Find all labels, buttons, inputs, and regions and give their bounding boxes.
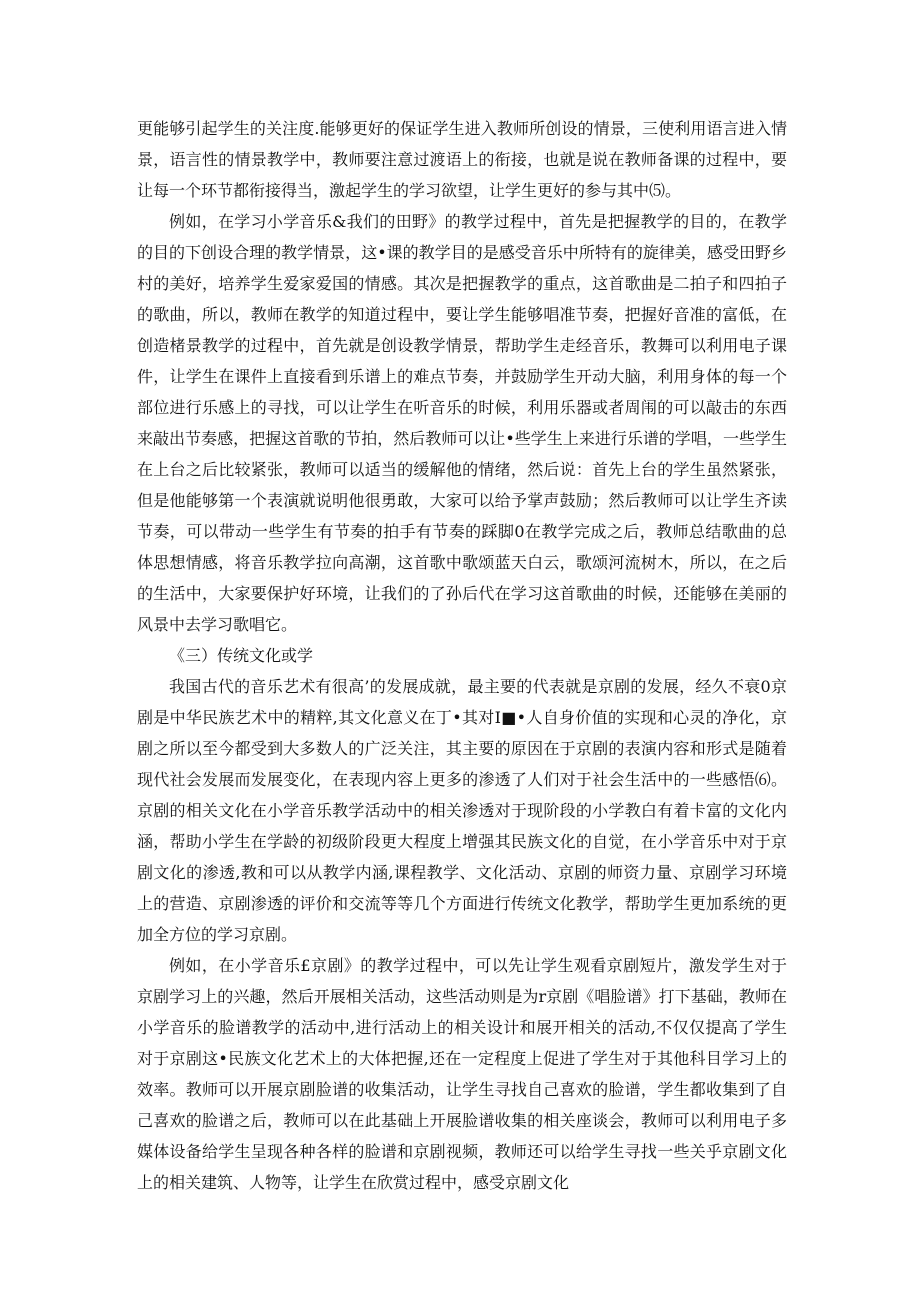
paragraph-continuation: 更能够引起学生的关注度.能够更好的保证学生进入教师所创设的情景，三使利用语言进入情景，语言性的情景教学中，教师要注意过渡语上的衔接，也就是说在教师备课的过程中，要让每一个环节都衔接得当，激起学生的学习欲望，让学生更好的参与其中⑸。	[137, 119, 787, 200]
paragraph-peking-opera-example: 例如，在小学音乐£京剧》的教学过程中，可以先让学生观看京剧短片，激发学生对于京剧学习上的兴趣，然后开展相关活动，这些活动则是为r京剧《唱脸谱》打下基础，教师在小学音乐的脸谱教学的活动中,进行活动上的相关设计和展开相关的活动,不仅仅提高了学生对于京剧这•民族文化艺术上的大体把握,还在一定程度上促进了学生对于其他科目学习上的效率。教师可以开展京剧脸谱的收集活动，让学生寻找自己喜欢的脸谱，学生都收集到了自己喜欢的脸谱之后，教师可以在此基础上开展脸谱收集的相关座谈会，教师可以利用电子多媒体设备给学生呈现各种各样的脸谱和京剧视频，教师还可以给学生寻找一些关乎京剧文化上的相关建筑、人物等，让学生在欣赏过程中，感受京剧文化	[137, 956, 787, 1192]
document-body	[137, 113, 787, 1198]
paragraph-peking-opera-culture: 我国古代的音乐艺术有很高’的发展成就，最主要的代表就是京剧的发展，经久不衰0京剧是中华民族艺术中的精粹,其文化意义在丁•其对I■•人自身价值的实现和心灵的净化，京剧之所以至今都受到大多数人的广泛关注，其主要的原因在于京剧的表演内容和形式是随着现代社会发展而发展变化，在表现内容上更多的渗透了人们对于社会生活中的一些感悟⑹。京剧的相关文化在小学音乐教学活动中的相关渗透对于现阶段的小学教白有着卡富的文化内涵，帮助小学生在学龄的初级阶段更大程度上增强其民族文化的自觉，在小学音乐中对于京剧文化的渗透,教和可以从教学内涵,课程教学、文化活动、京剧的师资力量、京剧学习环境上的营造、京剧渗透的评价和交流等等几个方面进行传统文化教学，帮助学生更加系统的更加全方位的学习京剧。	[137, 677, 787, 944]
section-heading-traditional-culture: 《三）传统文化或学	[169, 646, 314, 665]
paragraph-field-song-example: 例如，在学习小学音乐&我们的田野》的教学过程中，首先是把握教学的目的，在教学的目的下创设合理的教学情景，这•课的教学目的是感受音乐中所特有的旋律美，感受田野乡村的美好，培养学生爱家爱国的情感。其次是把握教学的重点，这首歌曲是二拍子和四拍子的歌曲，所以，教师在教学的知道过程中，要让学生能够唱准节奏，把握好音准的富低，在创造楮景教学的过程中，首先就是创设教学情景，帮助学生走经音乐，教舞可以利用电子课件，让学生在课件上直接看到乐谱上的难点节奏，并鼓励学生开动大脑，利用身体的每一个部位进行乐感上的寻找，可以让学生在听音乐的时候，利用乐器或者周闱的可以敲击的东西来敲出节奏感，把握这首歌的节拍，然后教师可以让•些学生上来进行乐谱的学唱，一些学生在上台之后比较紧张，教师可以适当的缓解他的情绪，然后说：首先上台的学生虽然紧张，但是他能够第一个表演就说明他很勇敢，大家可以给予掌声鼓励；然后教师可以让学生齐读节奏，可以带动一些学生有节奏的拍手有节奏的踩脚0在教学完成之后，教师总结歌曲的总体思想情感，将音乐教学拉向高潮，这首歌中歌颂蓝天白云，歌颂河流树木，所以，在之后的生活中，大家要保护好环境，让我们的了孙后代在学习这首歌曲的时候，还能够在美丽的风景中去学习歌唱它。	[137, 212, 787, 634]
